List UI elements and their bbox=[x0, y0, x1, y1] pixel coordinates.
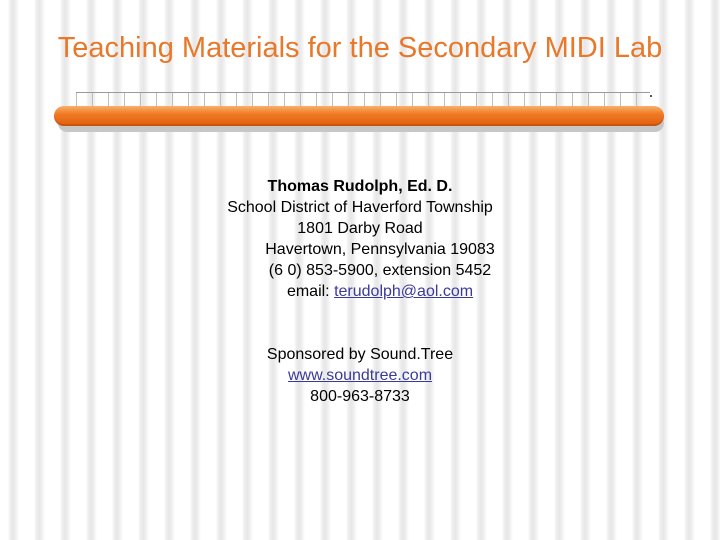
spacer bbox=[160, 302, 560, 344]
author-city: Havertown, Pennsylvania 19083 bbox=[265, 241, 495, 258]
author-organization: School District of Haverford Township bbox=[227, 199, 493, 216]
sponsor-url-link[interactable]: www.soundtree.com bbox=[287, 367, 433, 384]
author-email-line bbox=[160, 281, 560, 302]
title-ruler bbox=[76, 92, 650, 106]
email-label: email: bbox=[286, 283, 330, 300]
sponsor-line: Sponsored by Sound.Tree bbox=[266, 346, 454, 363]
author-phone: (6 0) 853-5900, extension 5452 bbox=[268, 262, 492, 279]
sponsor-phone: 800-963-8733 bbox=[310, 388, 410, 405]
slide-title: Teaching Materials for the Secondary MIDI Lab bbox=[57, 32, 663, 64]
author-street: 1801 Darby Road bbox=[297, 220, 423, 237]
accent-bar bbox=[54, 106, 664, 126]
author-info bbox=[160, 176, 560, 407]
author-name: Thomas Rudolph, Ed. D. bbox=[267, 178, 453, 195]
email-link[interactable]: terudolph@aol.com bbox=[334, 283, 474, 300]
ruler-end-mark bbox=[650, 95, 652, 97]
